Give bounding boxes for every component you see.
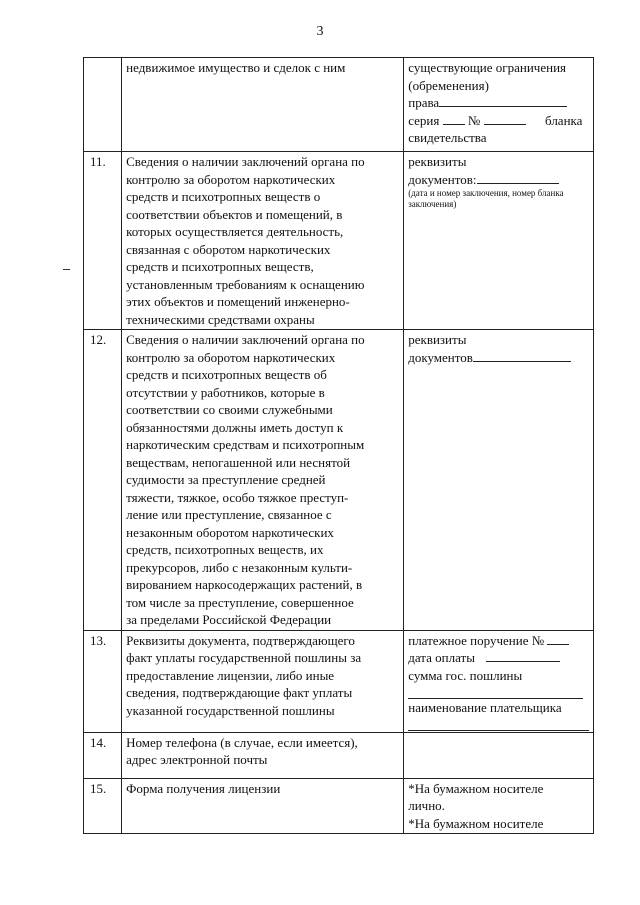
- description-line: отсутствии у работников, которые в: [126, 384, 325, 400]
- contact-field[interactable]: [404, 732, 594, 778]
- description-line: том числе за преступление, совершенное: [126, 594, 354, 610]
- description-line: соответствии объектов и помещений, в: [126, 206, 343, 222]
- margin-mark: [63, 269, 70, 270]
- table-row: [84, 58, 594, 152]
- number-field[interactable]: [484, 113, 526, 125]
- description-line: техническими средствами охраны: [126, 311, 315, 327]
- payment-date-field[interactable]: [486, 650, 560, 662]
- documents-field[interactable]: [473, 350, 571, 362]
- description-line: контролю за оборотом наркотических: [126, 349, 336, 365]
- row-number: 12.: [84, 330, 122, 631]
- field-hint: (дата и номер заключения, номер бланка: [408, 188, 564, 198]
- row-number: 11.: [84, 152, 122, 330]
- value-line: [408, 632, 589, 650]
- row-description: [122, 152, 404, 330]
- description-line: вированием наркосодержащих растений, в: [126, 577, 363, 592]
- table-row: [84, 152, 594, 330]
- payer-name-field[interactable]: [408, 717, 589, 731]
- value-line: *На бумажном носителе: [408, 815, 544, 831]
- description-line: Сведения о наличии заключений органа по: [126, 332, 365, 347]
- row-value: [404, 152, 594, 330]
- description-line: недвижимое имущество и сделок с ним: [126, 60, 346, 75]
- description-line: веществам, непогашенной или неснятой: [126, 454, 351, 470]
- payment-order-label: платежное поручение №: [408, 632, 545, 648]
- value-line: свидетельства: [408, 130, 487, 145]
- row-description: [122, 778, 404, 834]
- description-line: которых осуществляется деятельность,: [126, 224, 344, 239]
- payment-order-field[interactable]: [547, 633, 569, 645]
- description-line: адрес электронной почты: [126, 752, 268, 767]
- description-line: сведения, подтверждающие факт уплаты: [126, 685, 353, 700]
- description-line: соответствии со своими служебными: [126, 402, 333, 417]
- value-line: *На бумажном носителе: [408, 780, 544, 796]
- description-line: наркотическим средствам и психотропным: [126, 437, 365, 452]
- description-line: Сведения о наличии заключений органа по: [126, 154, 365, 169]
- description-line: средств и психотропных веществ об: [126, 367, 327, 382]
- table-row: [84, 778, 594, 834]
- row-description: [122, 630, 404, 732]
- form-label: бланка: [545, 112, 583, 128]
- description-line: связанная с оборотом наркотических: [126, 241, 331, 257]
- description-line: средств и психотропных веществ о: [126, 189, 321, 204]
- value-line: [408, 94, 589, 112]
- documents-label: документов:: [408, 171, 477, 187]
- number-label: №: [467, 112, 481, 128]
- value-line: лично.: [408, 798, 445, 813]
- description-line: предоставление лицензии, либо иные: [126, 667, 335, 683]
- description-line: ление или преступление, связанное с: [126, 507, 332, 522]
- row-number: 13.: [84, 630, 122, 732]
- description-line: средств, психотропных веществ, их: [126, 542, 324, 557]
- description-line: средств и психотропных веществ,: [126, 259, 314, 274]
- row-number: 15.: [84, 778, 122, 834]
- page-number: 3: [316, 24, 324, 39]
- value-line: (обременения): [408, 77, 489, 93]
- description-line: Номер телефона (в случае, если имеется),: [126, 734, 358, 750]
- row-value: [404, 58, 594, 152]
- value-line: существующие ограничения: [408, 60, 566, 75]
- row-description: [122, 58, 404, 152]
- rights-label: права: [408, 95, 440, 110]
- description-line: Форма получения лицензии: [126, 780, 281, 796]
- value-line: [408, 112, 589, 130]
- table-row: [84, 630, 594, 732]
- value-line: [408, 171, 589, 189]
- row-number: [84, 58, 122, 152]
- description-line: Реквизиты документа, подтверждающего: [126, 632, 355, 648]
- description-line: указанной государственной пошлины: [126, 702, 335, 718]
- value-line: наименование плательщика: [408, 700, 562, 715]
- series-field[interactable]: [443, 113, 465, 125]
- description-line: судимости за преступление средней: [126, 472, 326, 487]
- documents-label: документов: [408, 349, 473, 365]
- description-line: незаконным оборотом наркотических: [126, 524, 334, 540]
- value-line: [408, 349, 589, 367]
- row-description: [122, 732, 404, 778]
- row-description: [122, 330, 404, 631]
- documents-field[interactable]: [477, 172, 559, 184]
- value-line: сумма гос. пошлины: [408, 667, 523, 683]
- description-line: этих объектов и помещений инженерно-: [126, 294, 350, 309]
- value-line: реквизиты: [408, 154, 467, 169]
- value-line: [408, 649, 589, 667]
- rights-field[interactable]: [439, 95, 567, 107]
- description-line: обязанностями должны иметь доступ к: [126, 419, 344, 435]
- description-line: контролю за оборотом наркотических: [126, 171, 336, 187]
- application-form-table: [83, 57, 594, 834]
- field-hint: заключения): [408, 199, 457, 209]
- table-row: [84, 732, 594, 778]
- series-label: серия: [408, 112, 440, 128]
- description-line: тяжести, тяжкое, особо тяжкое преступ-: [126, 489, 349, 505]
- table-row: [84, 330, 594, 631]
- description-line: установленным требованиям к оснащению: [126, 276, 365, 292]
- row-value: [404, 630, 594, 732]
- description-line: факт уплаты государственной пошлины за: [126, 650, 362, 665]
- row-value: [404, 778, 594, 834]
- row-value: [404, 330, 594, 631]
- description-line: прекурсоров, либо с незаконным культи-: [126, 559, 353, 575]
- fee-amount-field[interactable]: [408, 684, 583, 699]
- row-number: 14.: [84, 732, 122, 778]
- value-line: реквизиты: [408, 332, 467, 347]
- description-line: за пределами Российской Федерации: [126, 612, 332, 627]
- payment-date-label: дата оплаты: [408, 650, 475, 665]
